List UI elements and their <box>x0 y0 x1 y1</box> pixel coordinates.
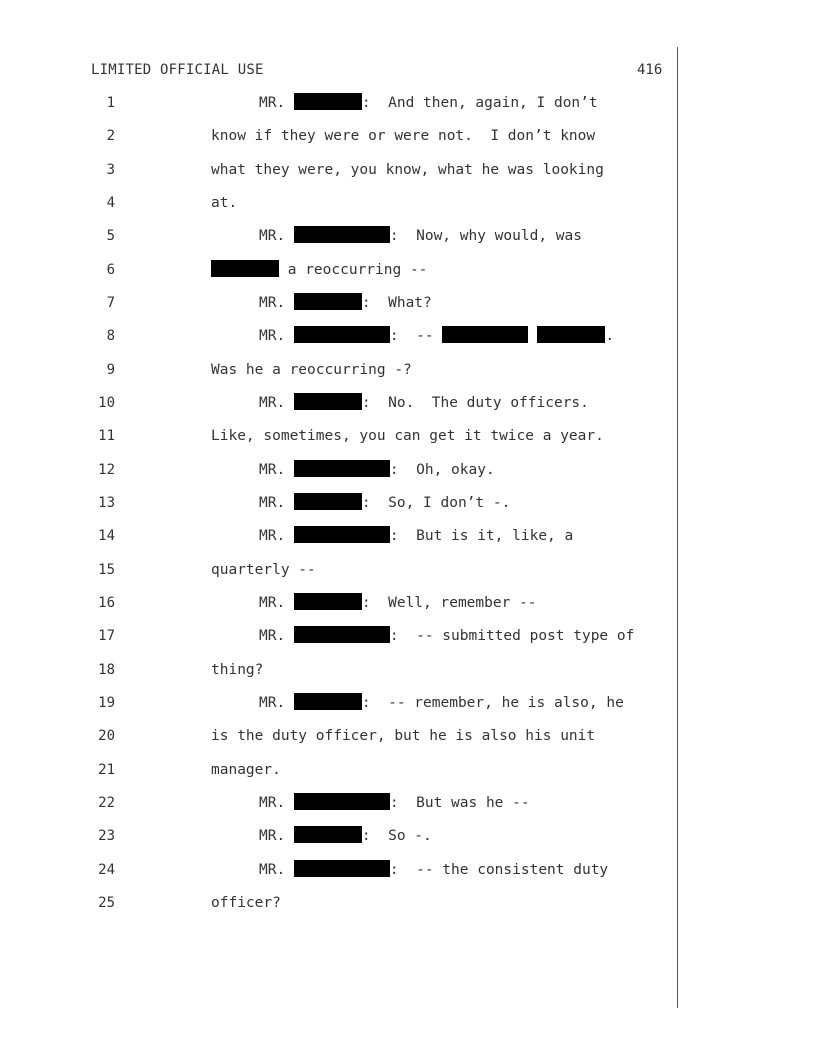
speaker-prefix: MR. <box>259 328 294 344</box>
line-content: : -- the consistent duty <box>389 862 609 878</box>
line-content: a reoccurring -- <box>279 262 428 278</box>
speaker-prefix: MR. <box>259 95 294 111</box>
line-text <box>259 493 510 513</box>
redaction-box <box>294 593 362 610</box>
transcript-line <box>0 426 816 446</box>
page-header-classification: LIMITED OFFICIAL USE <box>91 62 264 78</box>
transcript-line <box>0 693 816 713</box>
line-number: 15 <box>98 562 115 578</box>
line-number: 11 <box>98 428 115 444</box>
redaction-box <box>294 526 390 543</box>
transcript-line <box>0 493 816 513</box>
line-content: : -- <box>389 328 443 344</box>
line-content: know if they were or were not. I don’t know <box>211 128 596 144</box>
line-number: 2 <box>106 128 115 144</box>
redaction-box <box>294 326 390 343</box>
redaction-box <box>294 293 362 310</box>
line-text <box>259 226 582 246</box>
transcript-line <box>0 193 816 213</box>
transcript-line <box>0 760 816 780</box>
line-content: Like, sometimes, you can get it twice a year. <box>211 428 604 444</box>
transcript-line <box>0 626 816 646</box>
line-number: 13 <box>98 495 115 511</box>
speaker-prefix: MR. <box>259 495 294 511</box>
line-number: 21 <box>98 762 115 778</box>
line-content: : -- submitted post type of <box>389 628 635 644</box>
line-number: 8 <box>106 328 115 344</box>
transcript-line <box>0 593 816 613</box>
transcript-line <box>0 793 816 813</box>
line-number: 25 <box>98 895 115 911</box>
transcript-line <box>0 526 816 546</box>
line-number: 10 <box>98 395 115 411</box>
line-number: 23 <box>98 828 115 844</box>
redaction-box <box>294 226 390 243</box>
speaker-prefix: MR. <box>259 828 294 844</box>
line-content: officer? <box>211 895 281 911</box>
redaction-box <box>442 326 528 343</box>
transcript-line <box>0 93 816 113</box>
line-text <box>259 826 432 846</box>
line-content: manager. <box>211 762 281 778</box>
line-number: 19 <box>98 695 115 711</box>
redaction-box <box>294 626 390 643</box>
transcript-line <box>0 226 816 246</box>
line-content: : Well, remember -- <box>361 595 537 611</box>
line-number: 20 <box>98 728 115 744</box>
line-content: is the duty officer, but he is also his unit <box>211 728 596 744</box>
speaker-prefix: MR. <box>259 628 294 644</box>
line-text <box>259 326 614 346</box>
redaction-box <box>211 260 279 277</box>
line-text <box>259 860 608 880</box>
redaction-box <box>294 693 362 710</box>
line-end: . <box>605 328 615 344</box>
speaker-prefix: MR. <box>259 295 294 311</box>
line-number: 16 <box>98 595 115 611</box>
line-number: 22 <box>98 795 115 811</box>
redaction-box <box>537 326 605 343</box>
transcript-line <box>0 893 816 913</box>
transcript-line <box>0 360 816 380</box>
line-text <box>259 93 598 113</box>
line-content: what they were, you know, what he was looking <box>211 162 604 178</box>
redaction-box <box>294 460 390 477</box>
line-text <box>259 526 573 546</box>
transcript-line <box>0 260 816 280</box>
transcript-line <box>0 293 816 313</box>
redaction-box <box>294 93 362 110</box>
line-text <box>259 626 634 646</box>
line-content: thing? <box>211 662 264 678</box>
speaker-prefix: MR. <box>259 862 294 878</box>
line-text <box>259 693 624 713</box>
line-number: 4 <box>106 195 115 211</box>
line-number: 12 <box>98 462 115 478</box>
speaker-prefix: MR. <box>259 462 294 478</box>
line-number: 9 <box>106 362 115 378</box>
line-number: 1 <box>106 95 115 111</box>
speaker-prefix: MR. <box>259 228 294 244</box>
transcript-line <box>0 660 816 680</box>
line-content: : -- remember, he is also, he <box>361 695 624 711</box>
line-text <box>259 393 589 413</box>
redaction-box <box>294 860 390 877</box>
line-content: : But was he -- <box>389 795 530 811</box>
speaker-prefix: MR. <box>259 395 294 411</box>
line-text <box>211 260 427 280</box>
speaker-prefix: MR. <box>259 595 294 611</box>
speaker-prefix: MR. <box>259 795 294 811</box>
redaction-box <box>294 493 362 510</box>
line-number: 5 <box>106 228 115 244</box>
transcript-line <box>0 860 816 880</box>
line-number: 14 <box>98 528 115 544</box>
line-content: : But is it, like, a <box>389 528 574 544</box>
line-content: at. <box>211 195 238 211</box>
page-number: 416 <box>637 62 663 78</box>
transcript-line <box>0 126 816 146</box>
transcript-line <box>0 560 816 580</box>
redaction-box <box>294 793 390 810</box>
transcript-line <box>0 826 816 846</box>
line-content: : So -. <box>361 828 432 844</box>
line-content: : No. The duty officers. <box>361 395 589 411</box>
line-number: 3 <box>106 162 115 178</box>
line-text <box>259 593 537 613</box>
line-content: : Oh, okay. <box>389 462 495 478</box>
line-content: Was he a reoccurring -? <box>211 362 412 378</box>
line-content: : Now, why would, was <box>389 228 582 244</box>
transcript-line <box>0 326 816 346</box>
line-number: 18 <box>98 662 115 678</box>
line-content: : What? <box>361 295 432 311</box>
line-number: 6 <box>106 262 115 278</box>
line-number: 17 <box>98 628 115 644</box>
transcript-line <box>0 460 816 480</box>
transcript-line <box>0 393 816 413</box>
line-number: 7 <box>106 295 115 311</box>
line-content: : So, I don’t -. <box>361 495 511 511</box>
line-text <box>259 793 530 813</box>
speaker-prefix: MR. <box>259 695 294 711</box>
redaction-box <box>294 826 362 843</box>
line-content: : And then, again, I don’t <box>361 95 598 111</box>
line-text <box>259 460 495 480</box>
line-text <box>259 293 432 313</box>
redaction-box <box>294 393 362 410</box>
speaker-prefix: MR. <box>259 528 294 544</box>
line-number: 24 <box>98 862 115 878</box>
transcript-line <box>0 160 816 180</box>
line-content: quarterly -- <box>211 562 316 578</box>
transcript-line <box>0 726 816 746</box>
